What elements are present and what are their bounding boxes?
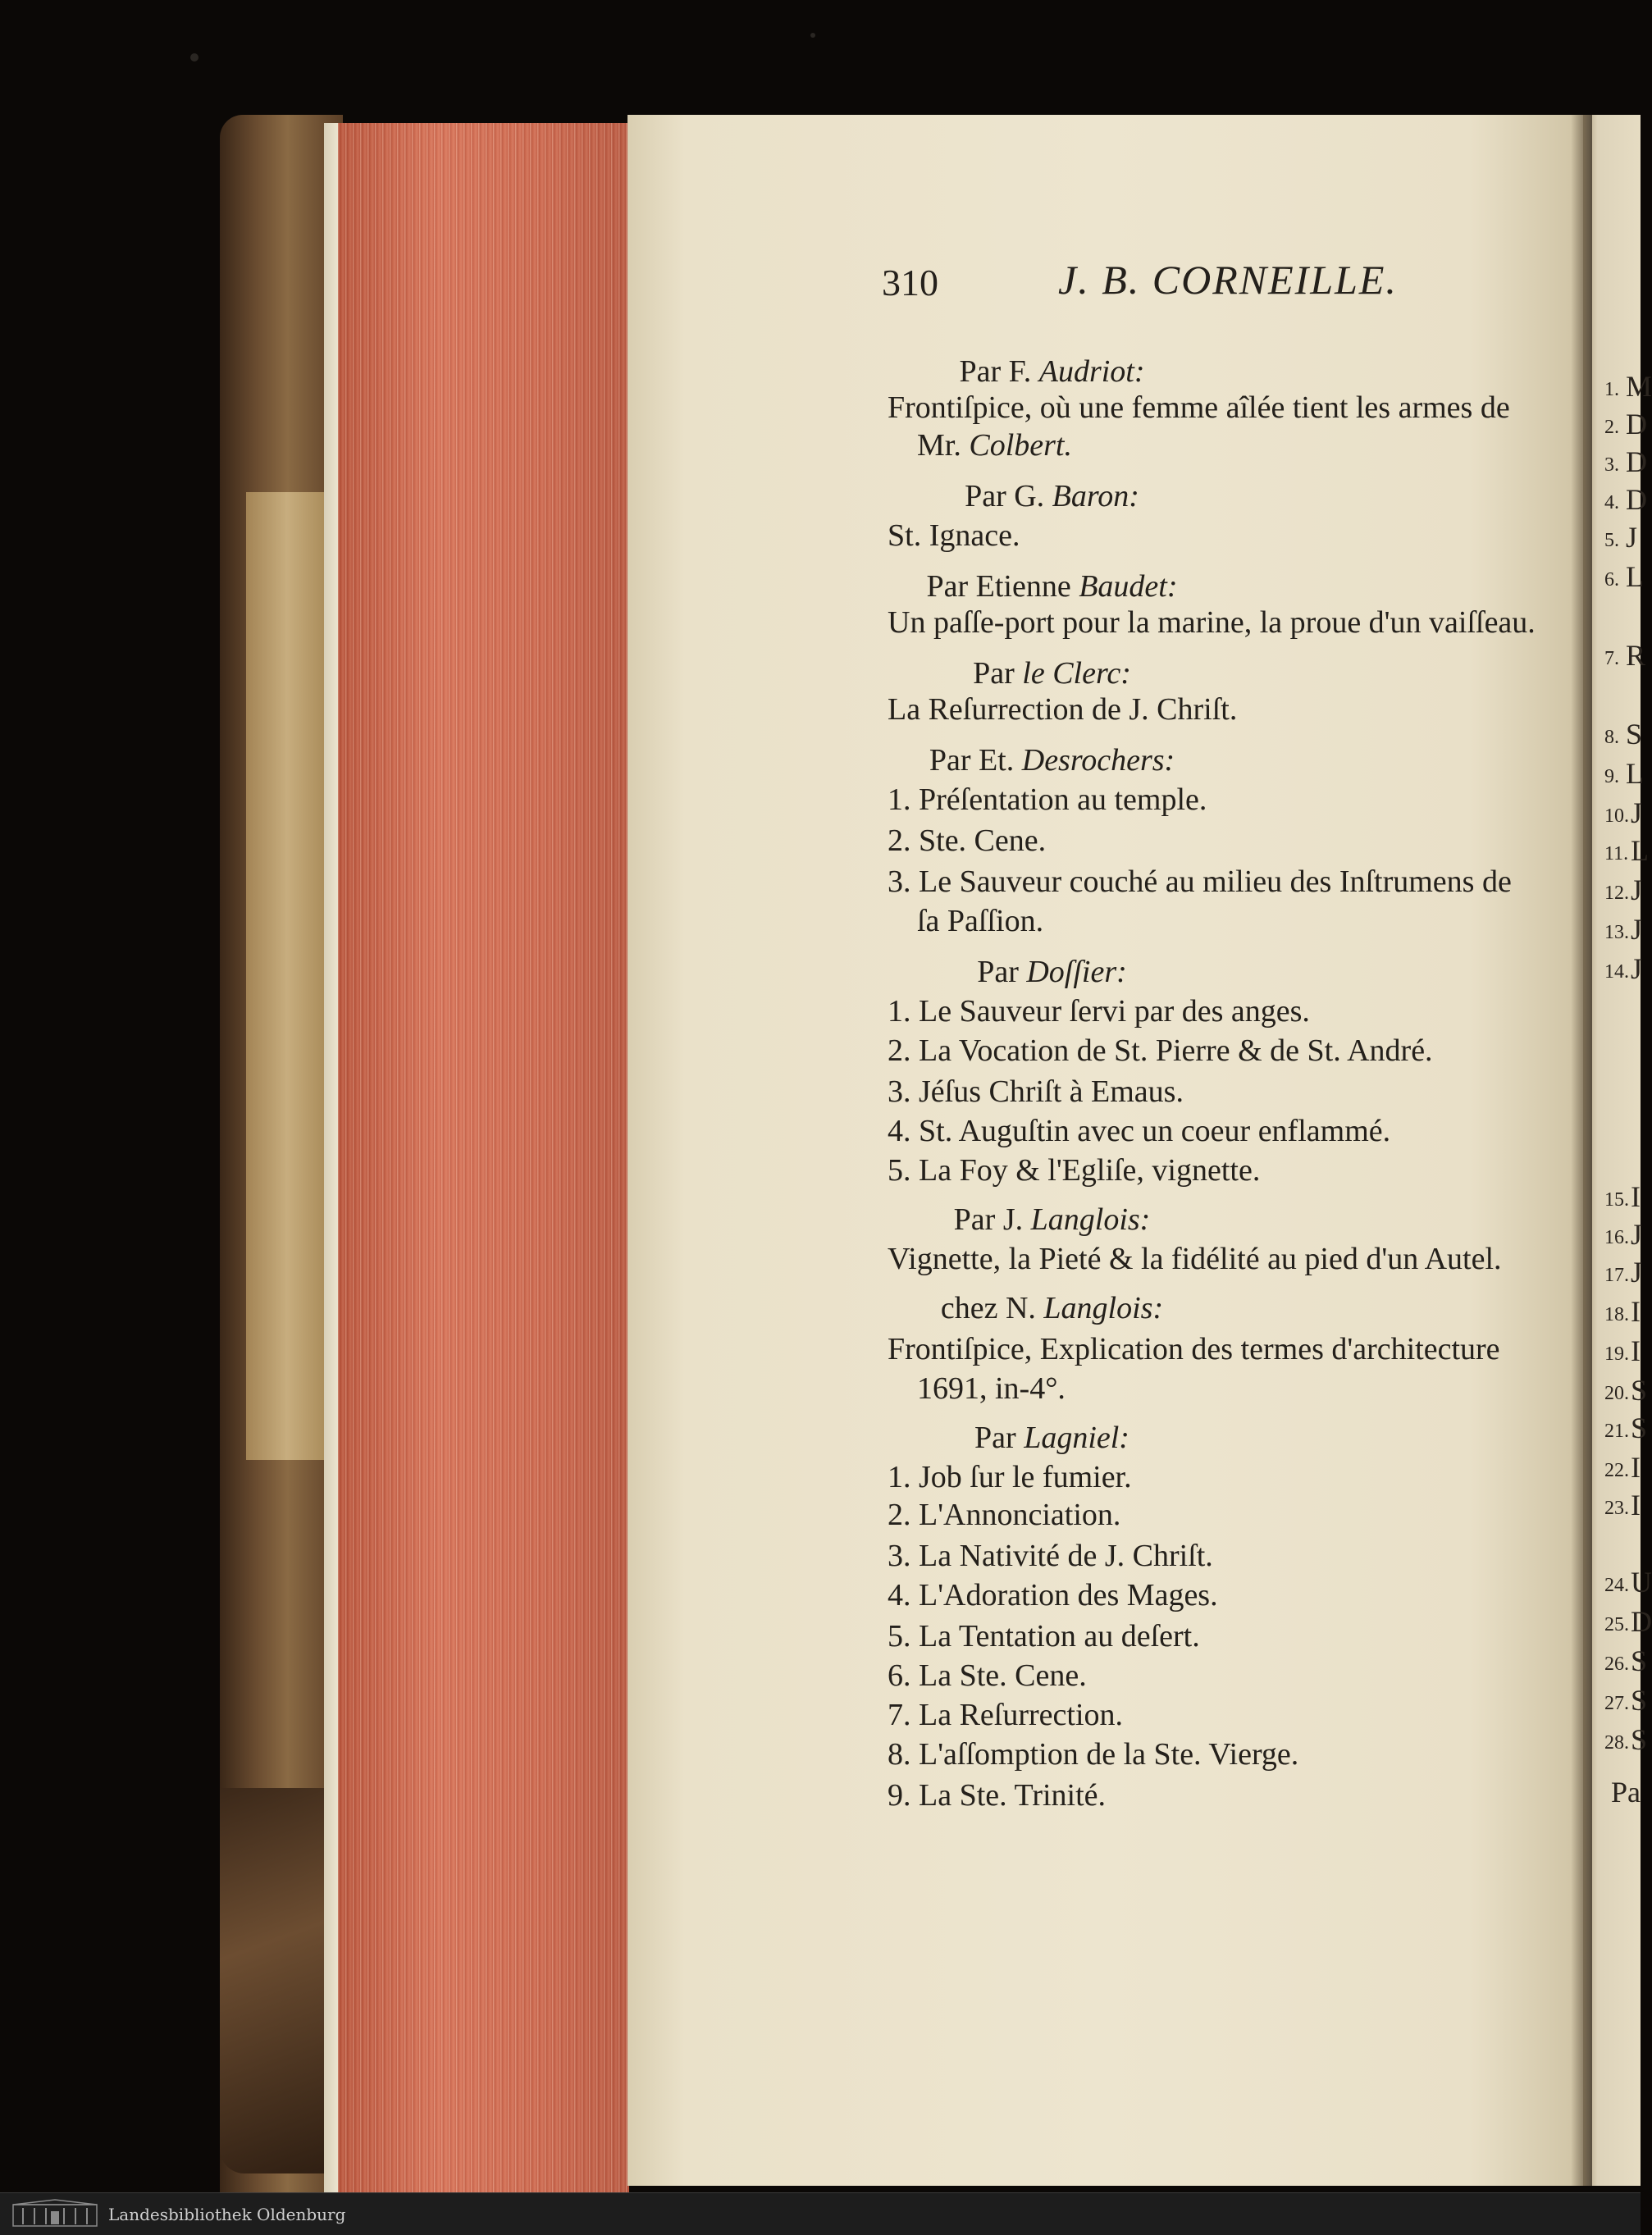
entry-line: Frontiſpice, où une femme aîlée tient les armes de — [888, 390, 1510, 425]
footer-bar — [0, 2192, 1641, 2235]
artist-name: Lagniel: — [1024, 1421, 1129, 1455]
right-page-number: 18. — [1604, 1304, 1629, 1325]
entry-text: 1691, in-4°. — [917, 1371, 1066, 1406]
red-page-edges — [338, 123, 629, 2202]
entry-line: 5. La Tentation au deſert. — [888, 1619, 1200, 1653]
right-page-letter: L — [1626, 757, 1644, 790]
artist-heading — [0, 653, 1530, 694]
right-page-number: 24. — [1604, 1575, 1629, 1596]
right-page-letter: M — [1626, 370, 1652, 403]
right-page-letter: U — [1631, 1566, 1652, 1599]
right-page-letter: D — [1626, 445, 1647, 478]
artist-name: Langlois: — [1030, 1202, 1151, 1237]
right-page-number: 12. — [1604, 883, 1629, 904]
heading-prefix: Par — [973, 656, 1015, 691]
artist-heading — [0, 951, 1530, 992]
entry-continuation — [917, 1368, 1066, 1409]
entry-line: 5. La Foy & l'Egliſe, vignette. — [888, 1153, 1261, 1188]
entry-line: 7. La Reſurrection. — [888, 1698, 1124, 1732]
right-page-number: 6. — [1604, 569, 1619, 591]
page-number: 310 — [882, 262, 938, 303]
entry-italic-text: Colbert. — [969, 428, 1072, 463]
heading-prefix: Par F. — [959, 354, 1032, 389]
right-page-letter: J — [1631, 873, 1643, 906]
heading-prefix: Par Etienne — [926, 569, 1071, 604]
right-page-letter: D — [1626, 408, 1647, 440]
heading-prefix: Par G. — [965, 479, 1045, 513]
entry-continuation — [917, 901, 1043, 942]
entry-line: St. Ignace. — [888, 518, 1020, 553]
artist-heading — [0, 740, 1530, 781]
right-page-number: 22. — [1604, 1460, 1629, 1481]
right-page-letter: S — [1631, 1374, 1648, 1407]
right-page-letter: R — [1626, 639, 1646, 672]
right-page-letter: J — [1631, 1218, 1643, 1251]
right-page-number: 10. — [1604, 805, 1629, 827]
right-page-number: 20. — [1604, 1383, 1629, 1404]
entry-continuation — [917, 425, 1072, 466]
right-page-letter: J — [1626, 521, 1638, 554]
entry-line: 8. L'aſſomption de la Ste. Vierge. — [888, 1737, 1299, 1772]
dust-speck — [810, 33, 815, 38]
right-page-letter: S — [1626, 718, 1643, 750]
artist-name: Baudet: — [1079, 569, 1178, 604]
right-page-letter: L — [1631, 834, 1649, 867]
right-page-letter: J — [1631, 952, 1643, 985]
right-page-number: 11. — [1604, 843, 1629, 864]
entry-line: 3. La Nativité de J. Chriſt. — [888, 1539, 1213, 1573]
right-page-letter: I — [1631, 1334, 1641, 1367]
right-page-number: 8. — [1604, 727, 1619, 748]
entry-line: Vignette, la Pieté & la fidélité au pied d'un Autel. — [888, 1242, 1502, 1276]
artist-heading — [0, 476, 1530, 517]
entry-line: 6. La Ste. Cene. — [888, 1658, 1087, 1693]
entry-line: 3. Jéſus Chriſt à Emaus. — [888, 1074, 1184, 1109]
entry-line: 9. La Ste. Trinité. — [888, 1778, 1107, 1813]
right-page-number: 5. — [1604, 530, 1619, 551]
right-page-letter: L — [1626, 560, 1644, 593]
dust-speck — [190, 53, 199, 62]
right-page-number: 1. — [1604, 379, 1619, 400]
right-page-letter: D — [1626, 483, 1647, 516]
right-page-number: 2. — [1604, 417, 1619, 438]
heading-prefix: Par — [977, 955, 1019, 989]
right-page-letter: I — [1631, 1180, 1641, 1213]
right-page-letter: I — [1631, 1295, 1641, 1328]
entry-text: ſa Paſſion. — [917, 904, 1044, 938]
entry-text: Mr. — [917, 428, 970, 463]
right-page-number: 7. — [1604, 648, 1619, 669]
entry-line: 2. La Vocation de St. Pierre & de St. André. — [888, 1033, 1433, 1068]
library-logo-icon — [11, 2200, 98, 2228]
right-page-number: 25. — [1604, 1614, 1629, 1635]
running-title: J. B. CORNEILLE. — [1058, 257, 1398, 303]
artist-name: Baron: — [1052, 479, 1139, 513]
right-page-catchword: Pa — [1611, 1776, 1641, 1809]
right-page-letter: S — [1631, 1684, 1648, 1717]
entry-line: Un paſſe-port pour la marine, la proue d'un vaiſſeau. — [888, 605, 1536, 640]
artist-name: Audriot: — [1038, 354, 1145, 389]
right-page-number: 19. — [1604, 1343, 1629, 1365]
right-page-number: 3. — [1604, 454, 1619, 476]
right-page-number: 26. — [1604, 1653, 1629, 1675]
heading-prefix: Par J. — [953, 1202, 1024, 1237]
heading-prefix: chez N. — [940, 1291, 1036, 1325]
footer-label: Landesbibliothek Oldenburg — [108, 2205, 346, 2224]
entry-line: 1. Préſentation au temple. — [888, 782, 1207, 817]
right-page-number: 23. — [1604, 1498, 1629, 1519]
artist-heading — [0, 1288, 1530, 1329]
heading-prefix: Par Et. — [929, 743, 1015, 778]
right-page-letter: I — [1631, 1489, 1641, 1521]
right-page-number: 13. — [1604, 922, 1629, 943]
artist-name: Langlois: — [1043, 1291, 1164, 1325]
heading-prefix: Par — [974, 1421, 1016, 1455]
artist-name: le Clerc: — [1022, 656, 1131, 691]
right-page-letter: J — [1631, 1256, 1643, 1289]
right-page-number: 15. — [1604, 1189, 1629, 1211]
book-gutter-shadow — [1571, 115, 1592, 2186]
artist-heading — [0, 351, 1530, 392]
right-page-number: 14. — [1604, 961, 1629, 983]
entry-line: 4. St. Auguſtin avec un coeur enflammé. — [888, 1114, 1391, 1148]
right-page-letter: J — [1631, 913, 1643, 946]
entry-line: 1. Le Sauveur ſervi par des anges. — [888, 994, 1310, 1029]
artist-heading — [0, 1199, 1530, 1240]
right-page-number: 4. — [1604, 492, 1619, 513]
entry-line: 3. Le Sauveur couché au milieu des Inſtrumens de — [888, 864, 1512, 899]
entry-line: 2. Ste. Cene. — [888, 823, 1047, 858]
entry-line: 4. L'Adoration des Mages. — [888, 1578, 1218, 1612]
right-page-number: 17. — [1604, 1265, 1629, 1286]
artist-heading — [0, 566, 1530, 607]
entry-line: Frontiſpice, Explication des termes d'architecture — [888, 1332, 1500, 1366]
artist-name: Desrochers: — [1021, 743, 1175, 778]
right-page-number: 16. — [1604, 1227, 1629, 1248]
right-page-letter: S — [1631, 1412, 1648, 1444]
right-page-letter: S — [1631, 1644, 1648, 1677]
right-page-letter: S — [1631, 1723, 1648, 1756]
entry-line: 2. L'Annonciation. — [888, 1498, 1121, 1532]
right-page-number: 21. — [1604, 1421, 1629, 1442]
right-page-letter: D — [1631, 1605, 1652, 1638]
artist-name: Doſſier: — [1026, 955, 1127, 989]
entry-line: 1. Job ſur le fumier. — [888, 1460, 1132, 1494]
right-page-number: 9. — [1604, 766, 1619, 787]
entry-line: La Reſurrection de J. Chriſt. — [888, 692, 1238, 727]
right-page-number: 28. — [1604, 1732, 1629, 1754]
right-page-letter: I — [1631, 1451, 1641, 1484]
artist-heading — [0, 1417, 1530, 1458]
right-page-number: 27. — [1604, 1693, 1629, 1714]
right-page-letter: J — [1631, 796, 1643, 829]
